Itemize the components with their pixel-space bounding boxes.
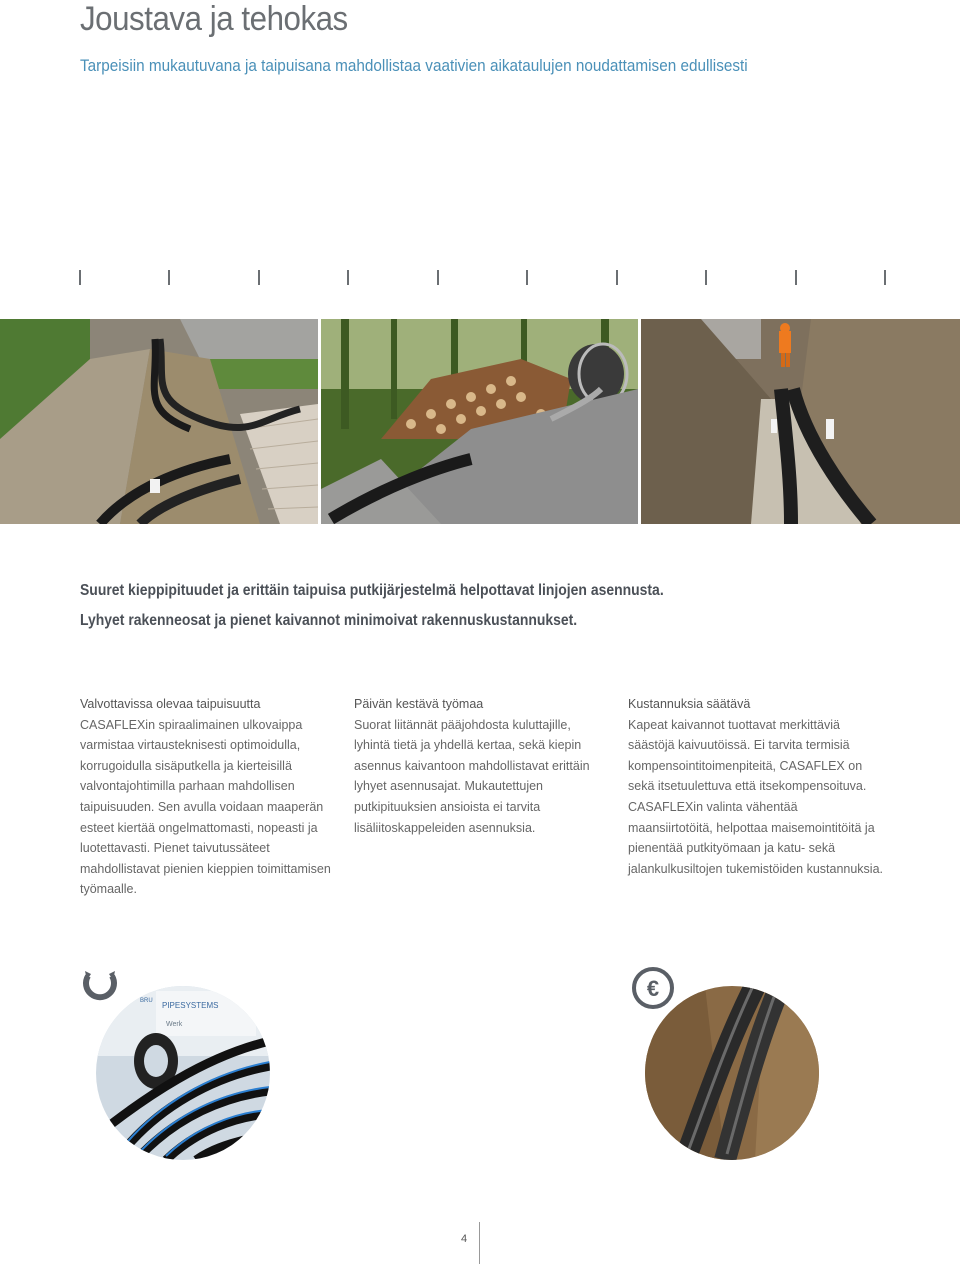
tick-mark	[526, 270, 528, 285]
page-number: 4	[461, 1233, 468, 1245]
tick-ruler	[79, 270, 889, 286]
euro-glyph: €	[646, 976, 660, 1001]
pipe-reel-woodpile-photo	[321, 319, 638, 524]
column-body: Suorat liitännät pääjohdosta kuluttajille, lyhintä tietä ja yhdellä kertaa, sekä kiepin asennus kaivantoon mahdollistavat erittäin lyhyet asennusajat. Mukautettujen putkipituuksien ansioista ei tarvita lisäliitoskappeleiden asennuksia.	[354, 717, 590, 835]
trench-pipes-photo	[0, 319, 318, 524]
column-heading: Valvottavissa olevaa taipuisuutta	[80, 697, 261, 711]
column-heading: Päivän kestävä työmaa	[354, 697, 484, 711]
tick-mark	[258, 270, 260, 285]
column-body: CASAFLEXin spiraalimainen ulkovaippa varmistaa virtausteknisesti optimoidulla, korrugoidulla sisäputkella ja kierteisillä valvontajohtimilla parhaan mahdollisen taipuisuuden. Sen avulla voidaan maaperän esteet kiertää ongelmattomasti, nopeasti ja luotettavasti. Pienet taivutussäteet mahdollistavat pienien kieppien toimittamisen työmaalle.	[80, 717, 331, 897]
trench-round-photo	[645, 986, 819, 1160]
tick-mark	[884, 270, 886, 285]
sign-badge-text: BRU	[140, 998, 153, 1004]
tick-mark	[437, 270, 439, 285]
lead-paragraph	[80, 576, 664, 636]
column-one-day-site	[354, 694, 609, 838]
sign-text-line-2: Werk	[166, 1021, 183, 1028]
pipe-coil-round-photo	[96, 986, 270, 1160]
column-body: Kapeat kaivannot tuottavat merkittäviä säästöjä kaivuutöissä. Ei tarvita termisiä kompensointitoimenpiteitä, CASAFLEX on sekä itsetuulettuva että itsekompensoituva. CASAFLEXin valinta vähentää maansiirtotöitä, helpottaa maisemointitöitä ja pienentää putkityömaan ja katu- sekä jalankulkusiltojen tukemistöiden kustannuksia.	[628, 717, 884, 876]
tick-mark	[168, 270, 170, 285]
tick-mark	[616, 270, 618, 285]
sign-text-line-1: PIPESYSTEMS	[162, 1001, 219, 1010]
tick-mark	[795, 270, 797, 285]
flex-ring-icon	[80, 968, 120, 1006]
euro-icon	[631, 966, 675, 1010]
lead-line-1: Suuret kieppipituudet ja erittäin taipuisa putkijärjestelmä helpottavat linjojen asennusta.	[80, 582, 664, 599]
page-subtitle: Tarpeisiin mukautuvana ja taipuisana mahdollistaa vaativien aikataulujen noudattamisen edullisesti	[80, 56, 748, 75]
column-flexibility	[80, 694, 335, 900]
lead-line-2: Lyhyet rakenneosat ja pienet kaivannot minimoivat rakennuskustannukset.	[80, 612, 578, 629]
page-title: Joustava ja tehokas	[80, 0, 348, 38]
tick-mark	[705, 270, 707, 285]
footer-divider	[479, 1222, 480, 1264]
column-cost-saving	[628, 694, 883, 879]
tick-mark	[79, 270, 81, 285]
tick-mark	[347, 270, 349, 285]
worker-trench-photo	[641, 319, 960, 524]
column-heading: Kustannuksia säätävä	[628, 697, 751, 711]
